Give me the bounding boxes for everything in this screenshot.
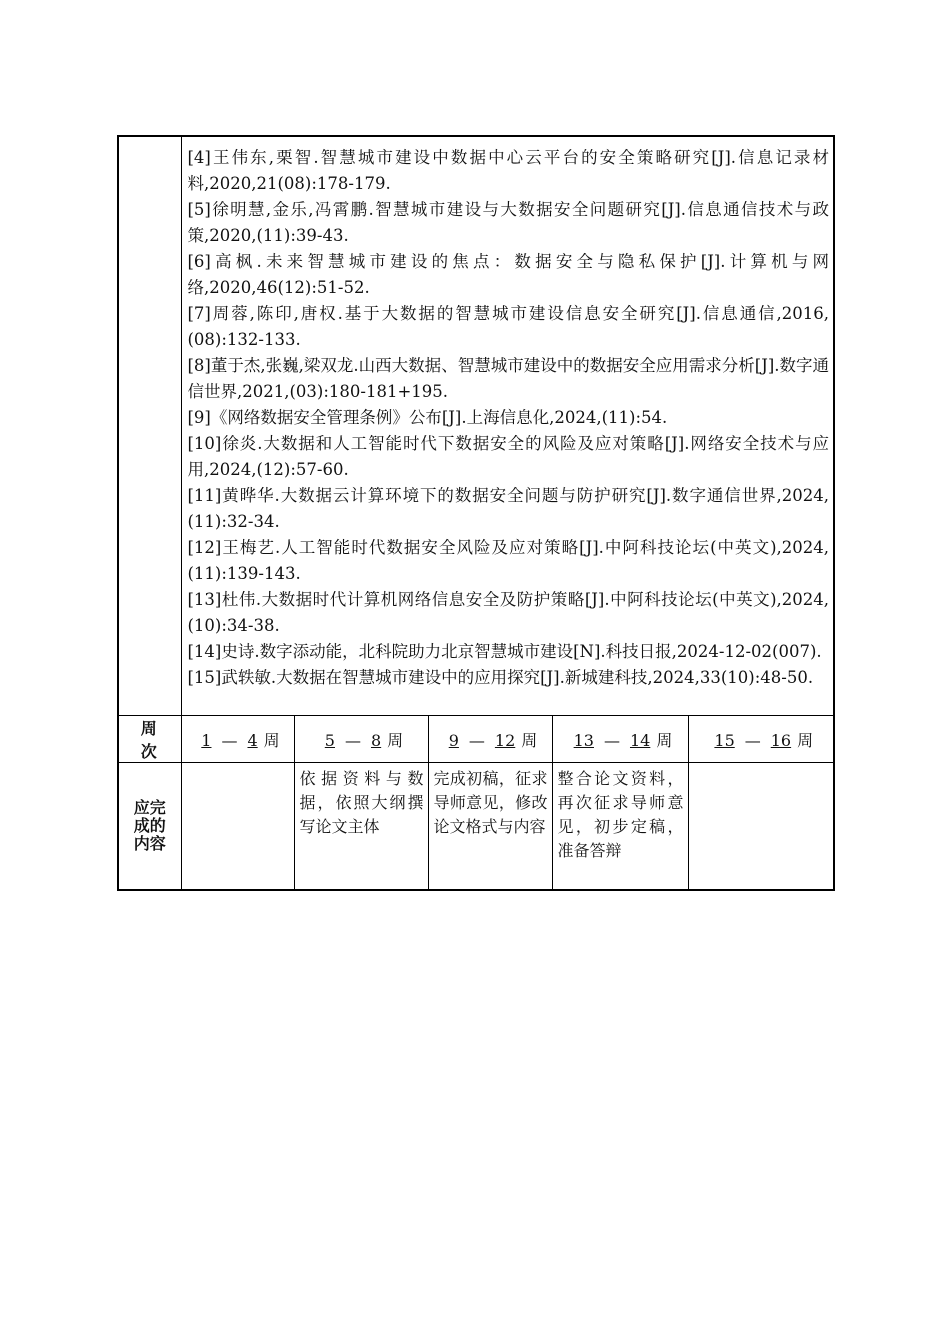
reference-item: [11]黄晔华.大数据云计算环境下的数据安全问题与防护研究[J].数字通信世界,2024,(11):32-34. — [187, 486, 830, 531]
reference-list — [182, 137, 834, 715]
week-range-4: 13 — 14 周 — [552, 716, 688, 763]
reference-item: [6]高枫.未来智慧城市建设的焦点：数据安全与隐私保护[J].计算机与网络,2020,46(12):51-52. — [187, 252, 830, 297]
reference-item: [4]王伟东,栗智.智慧城市建设中数据中心云平台的安全策略研究[J].信息记录材料,2020,21(08):178-179. — [187, 148, 830, 193]
week-range-2: 5 — 8 周 — [294, 716, 428, 763]
week-content-5 — [688, 763, 834, 891]
reference-item: [12]王梅艺.人工智能时代数据安全风险及应对策略[J].中阿科技论坛(中英文),2024,(11):139-143. — [187, 538, 830, 583]
reference-item: [7]周蓉,陈印,唐权.基于大数据的智慧城市建设信息安全研究[J].信息通信,2016,(08):132-133. — [187, 304, 830, 349]
references-label-cell — [118, 136, 181, 716]
week-content-2: 依据资料与数据，依照大纲撰写论文主体 — [294, 763, 428, 891]
reference-item: [14]史诗.数字添动能，北科院助力北京智慧城市建设[N].科技日报,2024-12-02(007). — [187, 642, 822, 661]
reference-item: [10]徐炎.大数据和人工智能时代下数据安全的风险及应对策略[J].网络安全技术与应用,2024,(12):57-60. — [187, 434, 830, 479]
week-content-3: 完成初稿，征求导师意见，修改论文格式与内容 — [428, 763, 552, 891]
week-range-1: 1 — 4 周 — [181, 716, 294, 763]
week-range-3: 9 — 12 周 — [428, 716, 552, 763]
week-range-5: 15 — 16 周 — [688, 716, 834, 763]
content-label: 应完 成的 内容 — [118, 763, 181, 891]
references-cell — [181, 136, 834, 716]
reference-item: [9]《网络数据安全管理条例》公布[J].上海信息化,2024,(11):54. — [187, 408, 668, 427]
task-sheet-table — [117, 135, 835, 891]
week-content-4: 整合论文资料，再次征求导师意见，初步定稿，准备答辩 — [552, 763, 688, 891]
task-sheet-table-container — [117, 135, 833, 891]
week-label: 周次 — [118, 716, 181, 763]
reference-item: [5]徐明慧,金乐,冯霄鹏.智慧城市建设与大数据安全问题研究[J].信息通信技术与政策,2020,(11):39-43. — [187, 200, 830, 245]
reference-item: [13]杜伟.大数据时代计算机网络信息安全及防护策略[J].中阿科技论坛(中英文),2024,(10):34-38. — [187, 590, 830, 635]
reference-item: [15]武轶敏.大数据在智慧城市建设中的应用探究[J].新城建科技,2024,33(10):48-50. — [187, 668, 814, 687]
week-content-1 — [181, 763, 294, 891]
reference-item: [8]董于杰,张巍,梁双龙.山西大数据、智慧城市建设中的数据安全应用需求分析[J].数字通信世界,2021,(03):180-181+195. — [187, 356, 830, 401]
